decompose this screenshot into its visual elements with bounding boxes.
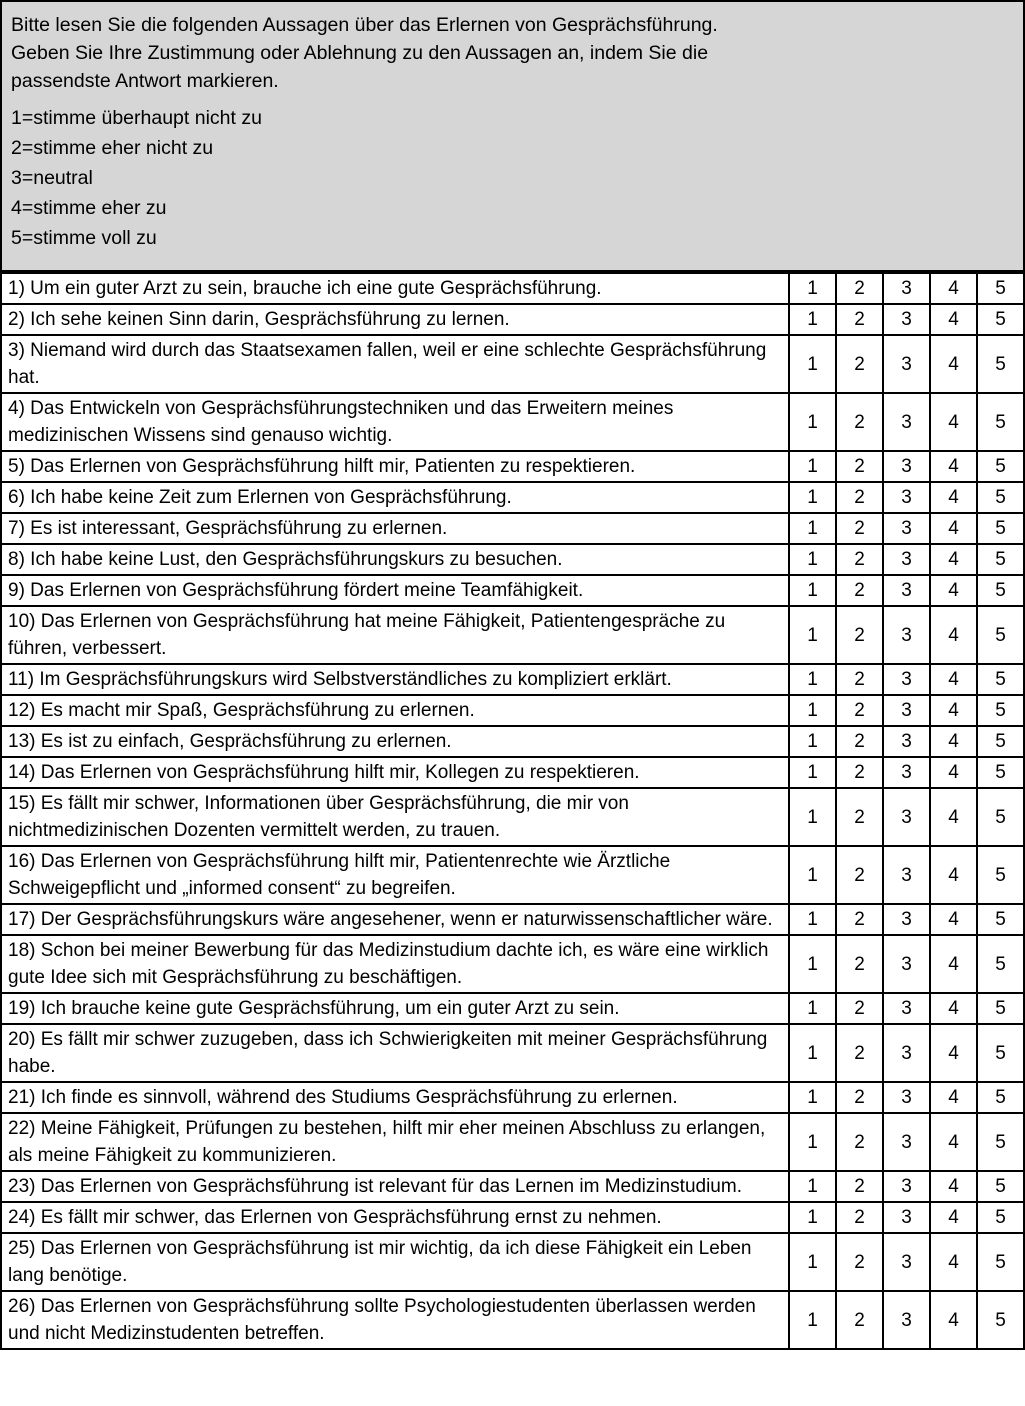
rating-cell-1[interactable]: 1 — [789, 904, 836, 935]
statement-cell: 9) Das Erlernen von Gesprächsführung fördert meine Teamfähigkeit. — [1, 575, 789, 606]
rating-cell-2[interactable]: 2 — [836, 1291, 883, 1349]
rating-cell-1[interactable]: 1 — [789, 575, 836, 606]
statement-cell: 16) Das Erlernen von Gesprächsführung hilft mir, Patientenrechte wie Ärztliche Schweigepflicht und „informed consent“ zu begreifen. — [1, 846, 789, 904]
rating-cell-2[interactable]: 2 — [836, 726, 883, 757]
rating-cell-1[interactable]: 1 — [789, 304, 836, 335]
rating-cell-3[interactable]: 3 — [883, 1233, 930, 1291]
rating-cell-5[interactable]: 5 — [977, 695, 1024, 726]
table-row — [1, 575, 1024, 606]
table-row — [1, 1113, 1024, 1171]
rating-cell-5[interactable]: 5 — [977, 304, 1024, 335]
rating-cell-2[interactable]: 2 — [836, 935, 883, 993]
instructions-text — [11, 11, 1011, 95]
rating-cell-5[interactable]: 5 — [977, 788, 1024, 846]
rating-cell-4[interactable]: 4 — [930, 1082, 977, 1113]
rating-cell-1[interactable]: 1 — [789, 1291, 836, 1349]
rating-cell-5[interactable]: 5 — [977, 1024, 1024, 1082]
rating-cell-4[interactable]: 4 — [930, 451, 977, 482]
rating-cell-4[interactable]: 4 — [930, 1233, 977, 1291]
rating-cell-5[interactable]: 5 — [977, 1291, 1024, 1349]
rating-cell-3[interactable]: 3 — [883, 726, 930, 757]
rating-cell-2[interactable]: 2 — [836, 451, 883, 482]
rating-cell-4[interactable]: 4 — [930, 273, 977, 304]
rating-cell-5[interactable]: 5 — [977, 335, 1024, 393]
rating-cell-3[interactable]: 3 — [883, 695, 930, 726]
rating-cell-1[interactable]: 1 — [789, 757, 836, 788]
rating-cell-3[interactable]: 3 — [883, 757, 930, 788]
statement-cell: 2) Ich sehe keinen Sinn darin, Gesprächsführung zu lernen. — [1, 304, 789, 335]
rating-cell-5[interactable]: 5 — [977, 846, 1024, 904]
rating-cell-3[interactable]: 3 — [883, 993, 930, 1024]
table-row — [1, 1202, 1024, 1233]
rating-cell-2[interactable]: 2 — [836, 1024, 883, 1082]
statement-cell: 15) Es fällt mir schwer, Informationen über Gesprächsführung, die mir von nichtmedizinischen Dozenten vermittelt werden, zu trauen. — [1, 788, 789, 846]
table-row — [1, 273, 1024, 304]
statement-cell: 18) Schon bei meiner Bewerbung für das Medizinstudium dachte ich, es wäre eine wirklich gute Idee sich mit Gesprächsführung zu beschäftigen. — [1, 935, 789, 993]
rating-cell-5[interactable]: 5 — [977, 1082, 1024, 1113]
instructions-line: Bitte lesen Sie die folgenden Aussagen über das Erlernen von Gesprächsführung. — [11, 14, 718, 36]
table-row — [1, 664, 1024, 695]
rating-cell-3[interactable]: 3 — [883, 1082, 930, 1113]
rating-cell-1[interactable]: 1 — [789, 1171, 836, 1202]
rating-cell-2[interactable]: 2 — [836, 1113, 883, 1171]
rating-cell-3[interactable]: 3 — [883, 304, 930, 335]
rating-cell-5[interactable]: 5 — [977, 904, 1024, 935]
rating-scale-legend — [11, 104, 1011, 252]
rating-cell-1[interactable]: 1 — [789, 273, 836, 304]
rating-cell-1[interactable]: 1 — [789, 695, 836, 726]
rating-cell-4[interactable]: 4 — [930, 335, 977, 393]
statement-cell: 23) Das Erlernen von Gesprächsführung ist relevant für das Lernen im Medizinstudium. — [1, 1171, 789, 1202]
rating-cell-4[interactable]: 4 — [930, 935, 977, 993]
rating-cell-4[interactable]: 4 — [930, 1113, 977, 1171]
rating-cell-3[interactable]: 3 — [883, 482, 930, 513]
statement-cell: 26) Das Erlernen von Gesprächsführung sollte Psychologiestudenten überlassen werden und nicht Medizinstudenten betreffen. — [1, 1291, 789, 1349]
rating-cell-5[interactable]: 5 — [977, 544, 1024, 575]
statement-cell: 8) Ich habe keine Lust, den Gesprächsführungskurs zu besuchen. — [1, 544, 789, 575]
rating-cell-5[interactable]: 5 — [977, 935, 1024, 993]
rating-cell-4[interactable]: 4 — [930, 1024, 977, 1082]
table-row — [1, 304, 1024, 335]
rating-cell-3[interactable]: 3 — [883, 1202, 930, 1233]
rating-cell-4[interactable]: 4 — [930, 1291, 977, 1349]
table-row — [1, 393, 1024, 451]
rating-cell-1[interactable]: 1 — [789, 993, 836, 1024]
rating-scale-item: 5=stimme voll zu — [11, 227, 157, 249]
rating-cell-5[interactable]: 5 — [977, 726, 1024, 757]
rating-cell-5[interactable]: 5 — [977, 575, 1024, 606]
rating-cell-1[interactable]: 1 — [789, 935, 836, 993]
table-row — [1, 1082, 1024, 1113]
rating-cell-3[interactable]: 3 — [883, 393, 930, 451]
statement-cell: 7) Es ist interessant, Gesprächsführung zu erlernen. — [1, 513, 789, 544]
table-row — [1, 482, 1024, 513]
rating-cell-4[interactable]: 4 — [930, 606, 977, 664]
rating-cell-1[interactable]: 1 — [789, 513, 836, 544]
statement-cell: 21) Ich finde es sinnvoll, während des Studiums Gesprächsführung zu erlernen. — [1, 1082, 789, 1113]
table-row — [1, 904, 1024, 935]
table-row — [1, 1171, 1024, 1202]
rating-cell-2[interactable]: 2 — [836, 393, 883, 451]
rating-cell-2[interactable]: 2 — [836, 788, 883, 846]
rating-cell-3[interactable]: 3 — [883, 846, 930, 904]
rating-cell-4[interactable]: 4 — [930, 726, 977, 757]
rating-cell-2[interactable]: 2 — [836, 544, 883, 575]
rating-cell-2[interactable]: 2 — [836, 664, 883, 695]
rating-cell-4[interactable]: 4 — [930, 304, 977, 335]
table-row — [1, 788, 1024, 846]
rating-cell-4[interactable]: 4 — [930, 664, 977, 695]
rating-cell-2[interactable]: 2 — [836, 846, 883, 904]
statement-cell: 1) Um ein guter Arzt zu sein, brauche ich eine gute Gesprächsführung. — [1, 273, 789, 304]
statement-cell: 10) Das Erlernen von Gesprächsführung hat meine Fähigkeit, Patientengespräche zu führen, verbessert. — [1, 606, 789, 664]
rating-cell-1[interactable]: 1 — [789, 1024, 836, 1082]
rating-cell-3[interactable]: 3 — [883, 788, 930, 846]
rating-cell-2[interactable]: 2 — [836, 335, 883, 393]
rating-cell-3[interactable]: 3 — [883, 1171, 930, 1202]
table-row — [1, 513, 1024, 544]
rating-cell-1[interactable]: 1 — [789, 544, 836, 575]
rating-cell-4[interactable]: 4 — [930, 544, 977, 575]
rating-cell-4[interactable]: 4 — [930, 1171, 977, 1202]
table-row — [1, 544, 1024, 575]
statement-cell: 20) Es fällt mir schwer zuzugeben, dass ich Schwierigkeiten mit meiner Gesprächsführung habe. — [1, 1024, 789, 1082]
rating-cell-5[interactable]: 5 — [977, 1202, 1024, 1233]
rating-cell-5[interactable]: 5 — [977, 606, 1024, 664]
rating-cell-1[interactable]: 1 — [789, 1113, 836, 1171]
statement-cell: 22) Meine Fähigkeit, Prüfungen zu bestehen, hilft mir eher meinen Abschluss zu erlangen, als meine Fähigkeit zu kommunizieren. — [1, 1113, 789, 1171]
rating-cell-2[interactable]: 2 — [836, 993, 883, 1024]
rating-cell-4[interactable]: 4 — [930, 993, 977, 1024]
rating-cell-3[interactable]: 3 — [883, 273, 930, 304]
rating-cell-2[interactable]: 2 — [836, 757, 883, 788]
rating-cell-5[interactable]: 5 — [977, 513, 1024, 544]
rating-cell-2[interactable]: 2 — [836, 273, 883, 304]
rating-cell-1[interactable]: 1 — [789, 1233, 836, 1291]
rating-cell-5[interactable]: 5 — [977, 1233, 1024, 1291]
rating-cell-1[interactable]: 1 — [789, 846, 836, 904]
instructions-panel — [0, 0, 1025, 272]
table-row — [1, 726, 1024, 757]
statement-cell: 24) Es fällt mir schwer, das Erlernen von Gesprächsführung ernst zu nehmen. — [1, 1202, 789, 1233]
questionnaire-table — [0, 272, 1025, 1350]
table-row — [1, 1233, 1024, 1291]
statement-cell: 6) Ich habe keine Zeit zum Erlernen von Gesprächsführung. — [1, 482, 789, 513]
rating-cell-1[interactable]: 1 — [789, 1082, 836, 1113]
rating-cell-3[interactable]: 3 — [883, 606, 930, 664]
rating-cell-1[interactable]: 1 — [789, 1202, 836, 1233]
rating-cell-5[interactable]: 5 — [977, 664, 1024, 695]
table-row — [1, 606, 1024, 664]
rating-cell-5[interactable]: 5 — [977, 993, 1024, 1024]
rating-cell-2[interactable]: 2 — [836, 513, 883, 544]
rating-cell-2[interactable]: 2 — [836, 1202, 883, 1233]
statement-cell: 12) Es macht mir Spaß, Gesprächsführung zu erlernen. — [1, 695, 789, 726]
rating-cell-5[interactable]: 5 — [977, 451, 1024, 482]
rating-cell-4[interactable]: 4 — [930, 788, 977, 846]
statement-cell: 11) Im Gesprächsführungskurs wird Selbstverständliches zu kompliziert erklärt. — [1, 664, 789, 695]
rating-cell-5[interactable]: 5 — [977, 1113, 1024, 1171]
rating-cell-3[interactable]: 3 — [883, 935, 930, 993]
rating-cell-3[interactable]: 3 — [883, 664, 930, 695]
rating-scale-item: 1=stimme überhaupt nicht zu — [11, 107, 262, 129]
rating-scale-item: 4=stimme eher zu — [11, 197, 167, 219]
rating-cell-1[interactable]: 1 — [789, 664, 836, 695]
rating-cell-3[interactable]: 3 — [883, 335, 930, 393]
rating-cell-1[interactable]: 1 — [789, 788, 836, 846]
table-row — [1, 846, 1024, 904]
rating-cell-4[interactable]: 4 — [930, 757, 977, 788]
rating-cell-5[interactable]: 5 — [977, 273, 1024, 304]
rating-cell-4[interactable]: 4 — [930, 695, 977, 726]
rating-cell-3[interactable]: 3 — [883, 513, 930, 544]
table-row — [1, 993, 1024, 1024]
rating-cell-1[interactable]: 1 — [789, 606, 836, 664]
table-row — [1, 335, 1024, 393]
table-row — [1, 757, 1024, 788]
rating-cell-2[interactable]: 2 — [836, 1171, 883, 1202]
rating-cell-3[interactable]: 3 — [883, 575, 930, 606]
rating-cell-5[interactable]: 5 — [977, 482, 1024, 513]
rating-cell-3[interactable]: 3 — [883, 1291, 930, 1349]
table-row — [1, 451, 1024, 482]
rating-cell-1[interactable]: 1 — [789, 482, 836, 513]
instructions-line: Geben Sie Ihre Zustimmung oder Ablehnung zu den Aussagen an, indem Sie die — [11, 42, 709, 64]
rating-cell-2[interactable]: 2 — [836, 904, 883, 935]
statement-cell: 25) Das Erlernen von Gesprächsführung ist mir wichtig, da ich diese Fähigkeit ein Leben lang benötige. — [1, 1233, 789, 1291]
rating-cell-3[interactable]: 3 — [883, 1113, 930, 1171]
rating-cell-4[interactable]: 4 — [930, 846, 977, 904]
rating-cell-3[interactable]: 3 — [883, 544, 930, 575]
rating-cell-1[interactable]: 1 — [789, 335, 836, 393]
rating-cell-2[interactable]: 2 — [836, 1233, 883, 1291]
statement-cell: 3) Niemand wird durch das Staatsexamen fallen, weil er eine schlechte Gesprächsführung hat. — [1, 335, 789, 393]
table-row — [1, 935, 1024, 993]
rating-cell-4[interactable]: 4 — [930, 1202, 977, 1233]
rating-cell-5[interactable]: 5 — [977, 393, 1024, 451]
rating-cell-5[interactable]: 5 — [977, 1171, 1024, 1202]
rating-cell-1[interactable]: 1 — [789, 451, 836, 482]
rating-cell-2[interactable]: 2 — [836, 1082, 883, 1113]
rating-cell-2[interactable]: 2 — [836, 575, 883, 606]
statement-cell: 13) Es ist zu einfach, Gesprächsführung zu erlernen. — [1, 726, 789, 757]
table-row — [1, 1024, 1024, 1082]
rating-cell-4[interactable]: 4 — [930, 482, 977, 513]
table-row — [1, 695, 1024, 726]
rating-cell-2[interactable]: 2 — [836, 304, 883, 335]
rating-cell-3[interactable]: 3 — [883, 904, 930, 935]
rating-cell-2[interactable]: 2 — [836, 695, 883, 726]
statement-cell: 4) Das Entwickeln von Gesprächsführungstechniken und das Erweitern meines medizinischen Wissens sind genauso wichtig. — [1, 393, 789, 451]
rating-cell-3[interactable]: 3 — [883, 451, 930, 482]
rating-cell-4[interactable]: 4 — [930, 904, 977, 935]
statement-cell: 17) Der Gesprächsführungskurs wäre angesehener, wenn er naturwissenschaftlicher wäre. — [1, 904, 789, 935]
rating-scale-item: 2=stimme eher nicht zu — [11, 137, 214, 159]
questionnaire-rows — [1, 273, 1024, 1349]
statement-cell: 5) Das Erlernen von Gesprächsführung hilft mir, Patienten zu respektieren. — [1, 451, 789, 482]
rating-scale-item: 3=neutral — [11, 167, 93, 189]
table-row — [1, 1291, 1024, 1349]
rating-cell-1[interactable]: 1 — [789, 393, 836, 451]
rating-cell-4[interactable]: 4 — [930, 393, 977, 451]
rating-cell-4[interactable]: 4 — [930, 575, 977, 606]
rating-cell-3[interactable]: 3 — [883, 1024, 930, 1082]
rating-cell-1[interactable]: 1 — [789, 726, 836, 757]
rating-cell-2[interactable]: 2 — [836, 482, 883, 513]
rating-cell-2[interactable]: 2 — [836, 606, 883, 664]
statement-cell: 19) Ich brauche keine gute Gesprächsführung, um ein guter Arzt zu sein. — [1, 993, 789, 1024]
rating-cell-5[interactable]: 5 — [977, 757, 1024, 788]
instructions-line: passendste Antwort markieren. — [11, 70, 279, 92]
statement-cell: 14) Das Erlernen von Gesprächsführung hilft mir, Kollegen zu respektieren. — [1, 757, 789, 788]
rating-cell-4[interactable]: 4 — [930, 513, 977, 544]
